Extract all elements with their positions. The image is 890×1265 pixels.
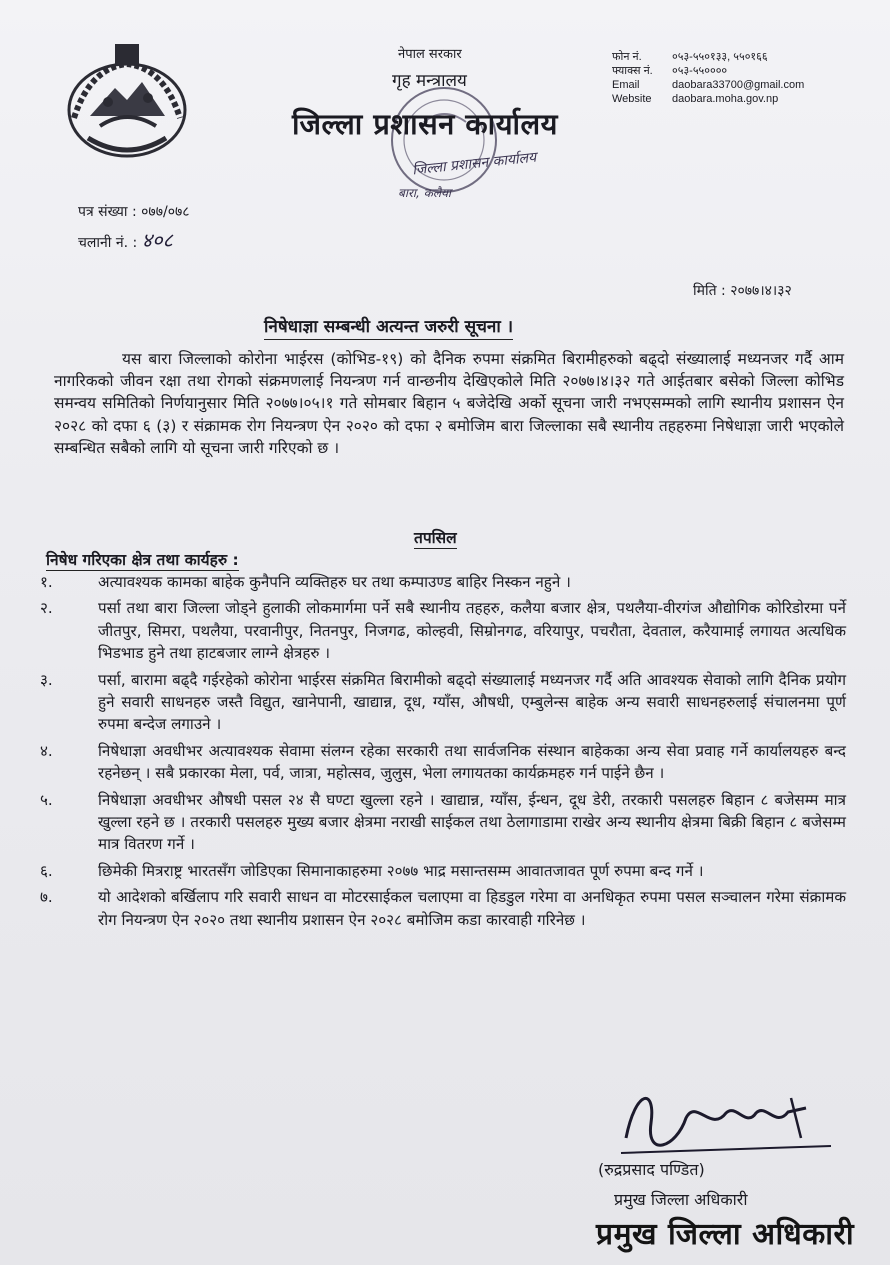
restriction-item-text: यो आदेशको बर्खिलाप गरि सवारी साधन वा मोटरसाईकल चलाएमा वा हिडडुल गरेमा वा अनधिकृत रुपमा पसल सञ्चालन गरेमा संक्रामक रोग नियन्त्रण ऐन २०२० तथा स्थानीय प्रशासन ऐन २०२८ बमोजिम कडा कारवाही गरिनेछ । bbox=[98, 888, 846, 929]
intro-paragraph: यस बारा जिल्लाको कोरोना भाईरस (कोभिड-१९) को दैनिक रुपमा संक्रमित बिरामीहरुको बढ्दो संख्यालाई मध्यनजर गर्दै आम नागरिकको जीवन रक्षा तथा रोगको संक्रमणलाई नियन्त्रण गर्न वान्छनीय देखिएकोले मिति २०७७।४।३२ गते आईतबार बसेको जिल्ला कोभिड समन्वय समितिको निर्णयानुसार मिति २०७७।०५।१ गते सोमबार बिहान ५ बजेदेखि अर्को सूचना जारी नभएसम्मको लागि स्थानीय प्रशासन ऐन २०२८ को दफा ६ (३) र संक्रामक रोग नियन्त्रण ऐन २०२० को दफा २ बमोजिम बारा जिल्लाका सबै स्थानीय तहहरुमा निषेधाज्ञा जारी भएकोले सम्बन्धित सबैको लागि यो सूचना जारी गरिएको छ । bbox=[54, 350, 844, 457]
contact-block bbox=[612, 50, 804, 106]
restriction-item-number: ४. bbox=[40, 741, 53, 760]
restriction-item-number: २. bbox=[40, 599, 53, 618]
reference-block bbox=[78, 198, 190, 257]
dispatch-no-value: ४०८ bbox=[141, 228, 173, 252]
notice-subject: निषेधाज्ञा सम्बन्धी अत्यन्त जरुरी सूचना । bbox=[264, 314, 513, 340]
restriction-item-text: पर्सा, बारामा बढ्दै गईरहेको कोरोना भाईरस संक्रमित बिरामीको बढ्दो संख्यालाई मध्यनजर गर्दै अति आवश्यक सेवाको लागि दैनिक प्रयोग हुने सवारी साधनहरु जस्तै विद्युत, खानेपानी, खाद्यान्न, दूध, ग्याँस, औषधी, एम्बुलेन्स बाहेक अन्य सवारी साधनहरुलाई संचालनमा पूर्ण रुपमा बन्देज लगाउने । bbox=[98, 670, 846, 734]
letter-no-label: पत्र संख्या : bbox=[78, 204, 137, 220]
website-label: Website bbox=[612, 93, 652, 105]
stamp-text: जिल्ला प्रशासन कार्यालय bbox=[411, 149, 537, 179]
fax-label: फ्याक्स नं. bbox=[612, 65, 653, 77]
signatory-title: प्रमुख जिल्ला अधिकारी bbox=[614, 1190, 748, 1209]
nepal-government-emblem-icon bbox=[60, 38, 195, 163]
restriction-item-number: १. bbox=[40, 573, 53, 591]
signature-mark-icon bbox=[616, 1078, 836, 1163]
restriction-item bbox=[40, 886, 846, 931]
dispatch-no-label: चलानी नं. : bbox=[78, 235, 138, 251]
government-name: नेपाल सरकार bbox=[398, 47, 462, 62]
email-label: Email bbox=[612, 79, 640, 91]
phone-label: फोन नं. bbox=[612, 51, 642, 63]
notice-date: मिति : २०७७।४।३२ bbox=[693, 283, 792, 299]
official-seal-text: प्रमुख जिल्ला अधिकारी bbox=[596, 1217, 855, 1252]
fax-value: ०५३-५५०००० bbox=[672, 65, 728, 77]
phone-value: ०५३-५५०१३३, ५५०१६६ bbox=[672, 51, 768, 63]
restriction-item-text: पर्सा तथा बारा जिल्ला जोड्ने हुलाकी लोकमार्गमा पर्ने सबै स्थानीय तहहरु, कलैया बजार क्षेत्र, पथलैया-वीरगंज औद्योगिक कोरिडोरमा पर्ने जीतपुर, सिमरा, पथलैया, परवानीपुर, नितनपुर, निजगढ, कोल्हवी, सिम्रोनगढ, वरियापुर, पचरौता, देवताल, करैयामाई लगायत अत्यधिक भिडभाड हुने तथा हाटबजार लाग्ने क्षेत्रहरु । bbox=[98, 599, 846, 663]
restriction-item-number: ५. bbox=[40, 790, 53, 809]
details-title: तपसिल bbox=[414, 526, 457, 549]
stamp-location: बारा, कलैया bbox=[398, 186, 452, 200]
ministry-name: गृह मन्त्रालय bbox=[392, 71, 467, 91]
restriction-item-number: ७. bbox=[40, 888, 53, 907]
restriction-item bbox=[40, 789, 846, 856]
restriction-item bbox=[40, 740, 846, 785]
restriction-item bbox=[40, 571, 846, 593]
restriction-item-text: निषेधाज्ञा अवधीभर औषधी पसल २४ सै घण्टा खुल्ला रहने । खाद्यान्न, ग्याँस, ईन्धन, दूध डेरी, तरकारी पसलहरु बिहान ८ बजेसम्म मात्र खुल्ला रहने छ । तरकारी पसलहरु मुख्य बजार क्षेत्रमा नराखी साईकल तथा ठेलागाडामा राखेर अन्य स्थानीय क्षेत्रमा बिक्री बिहान ८ बजेसम्म मात्र वितरण गर्ने । bbox=[98, 790, 846, 854]
restriction-item bbox=[40, 860, 846, 882]
email-value: daobara33700@gmail.com bbox=[672, 79, 805, 91]
restriction-item bbox=[40, 669, 846, 736]
restriction-item-text: निषेधाज्ञा अवधीभर अत्यावश्यक सेवामा संलग्न रहेका सरकारी तथा सार्वजनिक संस्थान बाहेकका अन्य सेवा प्रवाह गर्ने कार्यालयहरु बन्द रहनेछन् । सबै प्रकारका मेला, पर्व, जात्रा, महोत्सव, जुलुस, भेला लगायतका कार्यक्रमहरु गर्न पाईने छैन । bbox=[98, 741, 846, 783]
restriction-list bbox=[40, 571, 846, 935]
letter-no-value: ०७७/०७८ bbox=[141, 204, 190, 220]
signatory-name: (रुद्रप्रसाद पण्डित) bbox=[598, 1160, 705, 1179]
restriction-item-number: ३. bbox=[40, 670, 53, 689]
restriction-item bbox=[40, 597, 846, 664]
website-value: daobara.moha.gov.np bbox=[672, 93, 779, 105]
restriction-item-number: ६. bbox=[40, 861, 53, 880]
restriction-item-text: छिमेकी मित्रराष्ट्र भारतसँग जोडिएका सिमानाकाहरुमा २०७७ भाद्र मसान्तसम्म आवातजावत पूर्ण रुपमा बन्द गर्ने । bbox=[98, 861, 704, 880]
section-heading: निषेध गरिएका क्षेत्र तथा कार्यहरु : bbox=[46, 548, 239, 571]
restriction-item-text: अत्यावश्यक कामका बाहेक कुनैपनि व्यक्तिहरु घर तथा कम्पाउण्ड बाहिर निस्कन नहुने । bbox=[98, 573, 571, 591]
office-name: जिल्ला प्रशासन कार्यालय bbox=[292, 107, 559, 141]
